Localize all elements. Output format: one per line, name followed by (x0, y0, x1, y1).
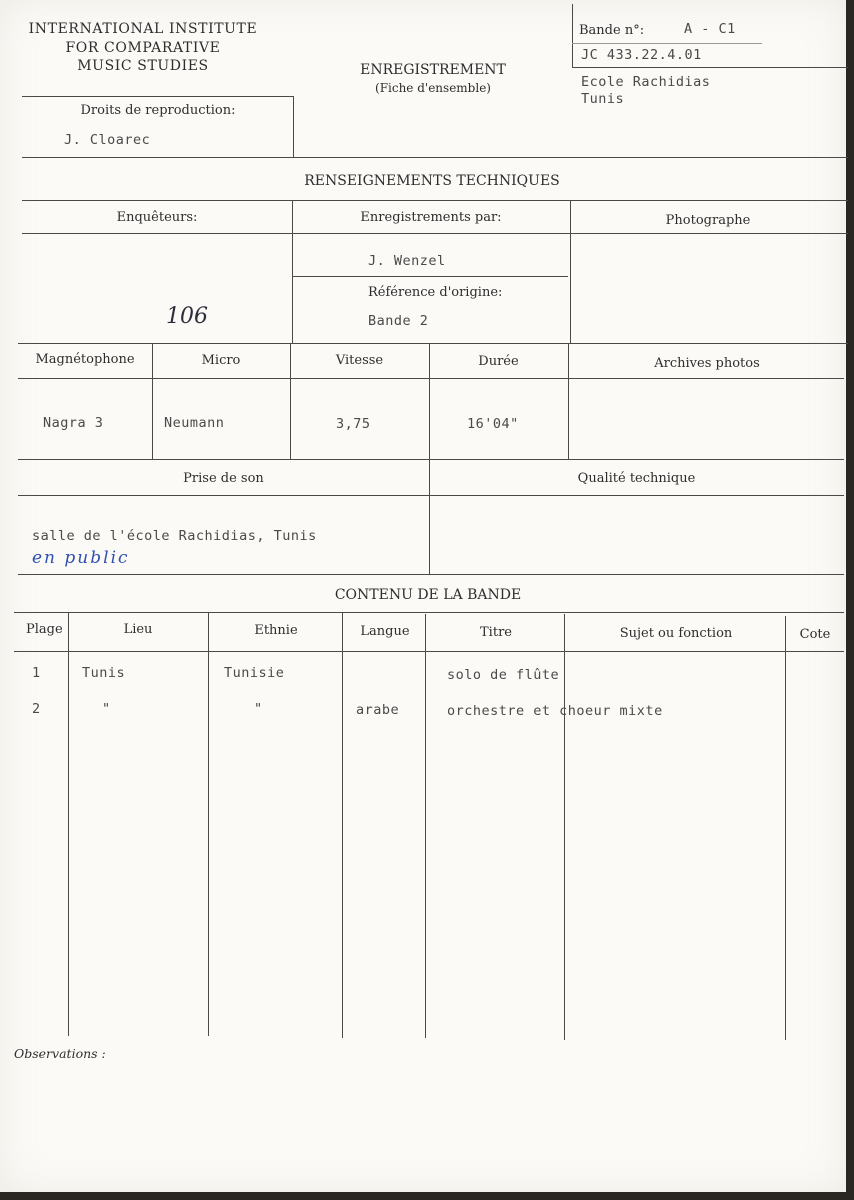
row2-langue: arabe (356, 702, 400, 718)
col-cote: Cote (799, 627, 831, 642)
col-langue: Langue (360, 624, 410, 639)
photographe-label: Photographe (665, 213, 751, 228)
row2-lieu: " (102, 701, 111, 717)
row2-plage: 2 (32, 701, 41, 717)
vitesse-value: 3,75 (336, 416, 371, 432)
bande-number: A - C1 (684, 21, 736, 37)
recording-place: Ecole Rachidias (581, 74, 711, 90)
enqueteurs-handwritten: 106 (166, 304, 208, 329)
form-title: ENREGISTREMENT (360, 62, 506, 78)
row1-ethnie: Tunisie (224, 665, 285, 681)
recording-city: Tunis (581, 91, 625, 107)
institute-name (18, 20, 268, 76)
col-plage: Plage (26, 622, 63, 637)
row2-titre: orchestre et choeur mixte (447, 703, 663, 719)
row2-ethnie: " (254, 701, 263, 717)
droits-value: J. Cloarec (64, 132, 151, 148)
prise-label: Prise de son (183, 471, 264, 486)
observations-label: Observations : (14, 1046, 106, 1061)
col-ethnie: Ethnie (254, 623, 298, 638)
duree-value: 16'04" (467, 416, 519, 432)
bande-code: JC 433.22.4.01 (581, 47, 702, 63)
duree-label: Durée (478, 354, 519, 369)
row1-plage: 1 (32, 665, 41, 681)
enregistrements-value: J. Wenzel (368, 253, 446, 269)
row1-titre: solo de flûte (447, 667, 560, 683)
micro-label: Micro (201, 353, 241, 368)
micro-value: Neumann (164, 415, 225, 431)
reference-label: Référence d'origine: (368, 285, 503, 300)
magnetophone-label: Magnétophone (35, 352, 135, 367)
archives-label: Archives photos (654, 356, 760, 371)
prise-value: salle de l'école Rachidias, Tunis (32, 528, 317, 544)
col-titre: Titre (480, 625, 512, 640)
magnetophone-value: Nagra 3 (43, 415, 104, 431)
col-sujet: Sujet ou fonction (619, 626, 733, 641)
droits-label: Droits de reproduction: (80, 103, 236, 118)
reference-value: Bande 2 (368, 313, 429, 329)
institute-line-2: FOR COMPARATIVE (65, 39, 221, 56)
enqueteurs-label: Enquêteurs: (116, 210, 198, 225)
institute-line-1: INTERNATIONAL INSTITUTE (28, 21, 258, 37)
bande-label: Bande n°: (579, 23, 645, 38)
tech-heading: RENSEIGNEMENTS TECHNIQUES (304, 173, 560, 189)
vitesse-label: Vitesse (335, 353, 384, 368)
col-lieu: Lieu (123, 622, 153, 637)
qualite-label: Qualité technique (577, 471, 696, 486)
contenu-heading: CONTENU DE LA BANDE (334, 587, 522, 603)
form-subtitle: (Fiche d'ensemble) (375, 81, 491, 95)
row1-lieu: Tunis (82, 665, 126, 681)
enregistrements-label: Enregistrements par: (360, 210, 502, 225)
institute-line-3: MUSIC STUDIES (77, 58, 209, 74)
prise-handwritten: en public (32, 548, 130, 568)
